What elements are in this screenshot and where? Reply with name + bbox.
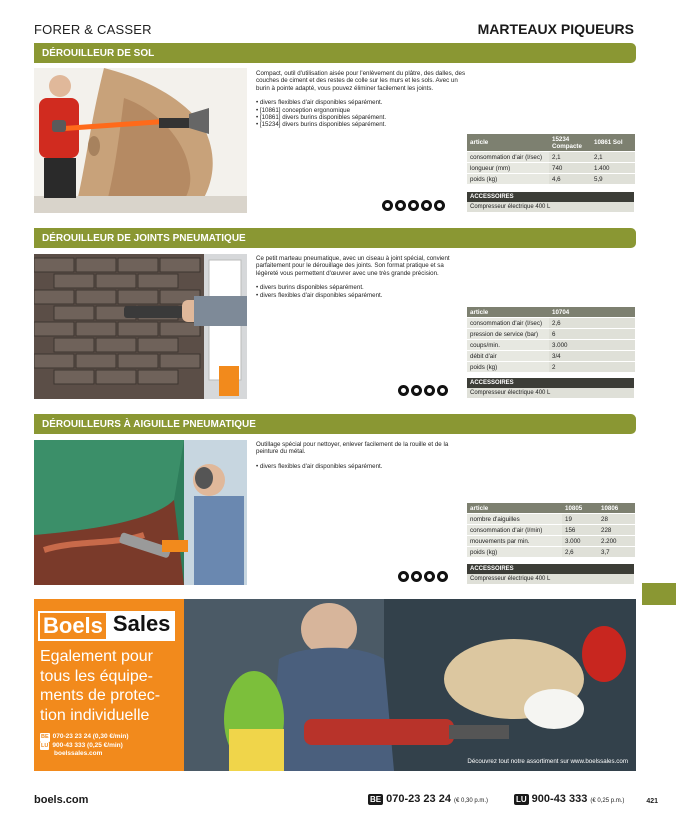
table-row	[467, 351, 635, 362]
spec-table-needle-scaler	[467, 503, 635, 558]
safety-shoe-icon	[421, 200, 432, 211]
table-cell: consommation d'air (l/min)	[467, 525, 562, 536]
section-title-needle-scaler: DÉROUILLEURS À AIGUILLE PNEUMATIQUE	[34, 414, 636, 434]
feature-item: • divers flexibles d'air disponibles séparément.	[256, 462, 383, 470]
hearing-protection-icon	[437, 385, 448, 396]
table-cell: consommation d'air (l/sec)	[467, 152, 549, 163]
description-joint-stripper	[256, 255, 456, 299]
description-text: Compact, outil d'utilisation aisée pour l'enlèvement du plâtre, des dalles, des couches de ciment et des restes de colle sur les murs et les sols. Avec un burin à pointe adapté, vous pouvez éliminer facilement les joints.	[256, 70, 466, 92]
phone-rate: (€ 0,25 p.m.)	[590, 798, 625, 804]
table-cell: 6	[549, 329, 635, 340]
goggles-icon	[424, 385, 435, 396]
table-cell: poids (kg)	[467, 174, 549, 185]
logo-boels: Boels	[38, 611, 108, 641]
feature-item: • divers flexibles d'air disponibles séparément.	[256, 99, 383, 107]
ppe-icons	[382, 200, 445, 211]
table-cell: poids (kg)	[467, 362, 549, 373]
table-header: article	[467, 134, 549, 152]
table-row	[467, 318, 635, 329]
chapter-tab	[642, 583, 676, 605]
dust-mask-icon	[434, 200, 445, 211]
accessories-box	[467, 564, 634, 584]
table-cell: 2.200	[598, 536, 635, 547]
goggles-icon	[408, 200, 419, 211]
accessory-item: Compresseur électrique 400 L	[467, 574, 634, 584]
table-row	[467, 514, 635, 525]
table-cell: 2,6	[562, 547, 598, 558]
table-cell: 5,9	[591, 174, 635, 185]
description-floor-stripper	[256, 70, 466, 129]
boels-sales-banner[interactable]	[34, 599, 636, 771]
table-cell: pression de service (bar)	[467, 329, 549, 340]
page-title: MARTEAUX PIQUEURS	[477, 21, 634, 37]
table-cell: 228	[598, 525, 635, 536]
page-number: 421	[646, 798, 658, 805]
phone-rate: (€ 0,30 p.m.)	[454, 798, 489, 804]
banner-site-link[interactable]: boelssales.com	[54, 750, 103, 757]
footer-site-link[interactable]: boels.com	[34, 794, 89, 806]
feature-list	[256, 284, 456, 299]
table-header: 10805	[562, 503, 598, 514]
table-row	[467, 547, 635, 558]
table-cell: 19	[562, 514, 598, 525]
feature-item: • [10861] divers burins disponibles séparément.	[256, 114, 387, 122]
banner-orange-panel	[34, 599, 184, 771]
table-row	[467, 340, 635, 351]
safety-shoe-icon	[411, 571, 422, 582]
hearing-protection-icon	[437, 571, 448, 582]
feature-list	[256, 463, 456, 470]
description-text: Outillage spécial pour nettoyer, enlever facilement de la rouille et de la peinture du métal.	[256, 441, 449, 456]
table-cell: coups/min.	[467, 340, 549, 351]
boels-sales-logo	[38, 611, 175, 641]
table-row	[467, 525, 635, 536]
footer-phone-lu[interactable]	[514, 793, 624, 805]
table-cell: 3.000	[562, 536, 598, 547]
table-cell: 3/4	[549, 351, 635, 362]
table-cell: 4,6	[549, 174, 591, 185]
accessories-title: ACCESSOIRES	[467, 378, 634, 388]
table-row	[467, 152, 635, 163]
table-row	[467, 163, 635, 174]
table-cell: 2,1	[591, 152, 635, 163]
feature-item: • [15234] divers burins disponibles séparément.	[256, 121, 387, 129]
footer-phone-be[interactable]	[368, 793, 488, 805]
photo-joint-stripper	[34, 254, 247, 399]
table-cell: 2,1	[549, 152, 591, 163]
table-header: 10806	[598, 503, 635, 514]
banner-tagline: Egalement pour tous les équipe-ments de protec-tion individuelle	[40, 648, 161, 724]
table-cell: 3,7	[598, 547, 635, 558]
table-cell: débit d'air	[467, 351, 549, 362]
table-row	[467, 174, 635, 185]
photo-floor-stripper	[34, 68, 247, 213]
table-header: 10704	[549, 307, 635, 318]
table-cell: nombre d'aiguilles	[467, 514, 562, 525]
feature-item: • [10861] conception ergonomique	[256, 106, 351, 114]
banner-contacts	[40, 733, 129, 759]
table-cell: 156	[562, 525, 598, 536]
feature-item: • divers burins disponibles séparément.	[256, 284, 364, 292]
category-title: FORER & CASSER	[34, 22, 152, 37]
table-cell: 3.000	[549, 340, 635, 351]
banner-phone-lu[interactable]: 900-43 333 (0,25 €/min)	[52, 741, 123, 749]
spec-table-floor-stripper	[467, 134, 635, 185]
spec-table-joint-stripper	[467, 307, 635, 373]
phone-number: 900-43 333	[531, 793, 588, 805]
table-header: 15234 Compacte	[549, 134, 591, 152]
table-header: article	[467, 307, 549, 318]
accessories-box	[467, 192, 634, 212]
country-badge-lu: LU	[516, 795, 527, 804]
table-header: 10861 Sol	[591, 134, 635, 152]
table-row	[467, 536, 635, 547]
accessories-box	[467, 378, 634, 398]
country-badge-be: BE	[370, 795, 382, 804]
accessories-title: ACCESSOIRES	[467, 192, 634, 202]
banner-photo	[184, 599, 636, 771]
description-text: Ce petit marteau pneumatique, avec un ciseau à joint spécial, convient parfaitement pour le dérouillage des joints. Son format pratique et sa légèreté vous permettent d'œuvrer avec une très grande précision.	[256, 255, 450, 277]
table-header: article	[467, 503, 562, 514]
ppe-icons	[398, 571, 448, 582]
table-cell: 740	[549, 163, 591, 174]
table-cell: poids (kg)	[467, 547, 562, 558]
photo-needle-scaler	[34, 440, 247, 585]
table-cell: 2	[549, 362, 635, 373]
table-row	[467, 362, 635, 373]
banner-phone-be[interactable]: 070-23 23 24 (0,30 €/min)	[52, 733, 129, 740]
description-needle-scaler	[256, 441, 456, 470]
feature-item: • divers flexibles d'air disponibles séparément.	[256, 291, 383, 299]
table-cell: consommation d'air (l/sec)	[467, 318, 549, 329]
ppe-icons	[398, 385, 448, 396]
accessories-title: ACCESSOIRES	[467, 564, 634, 574]
glove-icon	[395, 200, 406, 211]
table-cell: 1.400	[591, 163, 635, 174]
table-row	[467, 329, 635, 340]
feature-list	[256, 99, 466, 129]
table-cell: 28	[598, 514, 635, 525]
country-badge-be: BE	[41, 734, 49, 740]
glove-icon	[398, 385, 409, 396]
phone-number: 070-23 23 24	[386, 793, 451, 805]
section-title-joint-stripper: DÉROUILLEUR DE JOINTS PNEUMATIQUE	[34, 228, 636, 248]
country-badge-lu: LU	[41, 742, 49, 749]
goggles-icon	[424, 571, 435, 582]
table-cell: 2,6	[549, 318, 635, 329]
safety-shoe-icon	[411, 385, 422, 396]
table-cell: mouvements par min.	[467, 536, 562, 547]
banner-footnote: Découvrez tout notre assortiment sur www.boelssales.com	[467, 758, 628, 765]
accessory-item: Compresseur électrique 400 L	[467, 388, 634, 398]
glove-icon	[398, 571, 409, 582]
accessory-item: Compresseur électrique 400 L	[467, 202, 634, 212]
hearing-protection-icon	[382, 200, 393, 211]
table-cell: longueur (mm)	[467, 163, 549, 174]
section-title-floor-stripper: DÉROUILLEUR DE SOL	[34, 43, 636, 63]
logo-sales: Sales	[108, 611, 176, 641]
